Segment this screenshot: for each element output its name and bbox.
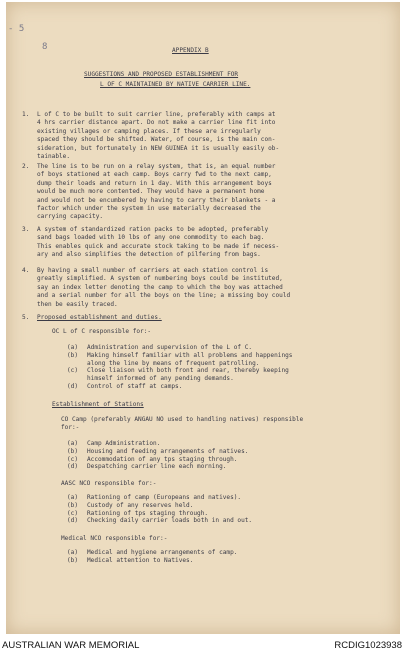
duty-text: Custody of any reserves held. — [87, 501, 194, 509]
duty-text: Despatching carrier line each morning. — [87, 463, 227, 471]
paragraph-line: spaced they should be shifted. Water, of course, is the main con- — [37, 136, 276, 144]
duty-text: Rationing of camp (Europeans and natives). — [87, 494, 242, 501]
duty-text: Close liaison with both front and rear, thereby keeping — [87, 367, 289, 375]
co-camp-heading: CO Camp (preferably ANGAU NO used to handling natives) responsible — [61, 416, 304, 423]
paragraph-line: then be easily traced. — [37, 300, 118, 308]
duty-text: Camp Administration. — [87, 440, 161, 447]
duty-letter: (a) — [67, 549, 79, 556]
footer-source: AUSTRALIAN WAR MEMORIAL — [2, 640, 140, 651]
paragraph-line: sand bags loaded with 10 lbs of any one commodity to each bag. — [37, 234, 265, 242]
paragraph-line: 4 hrs carrier distance apart. Do not make a carrier line fit into — [37, 119, 276, 127]
paragraph-line: A system of standardized ration packs to be adopted, preferably — [37, 226, 269, 233]
paragraph-line: ary and also simplifies the detection of pilfering from bags. — [37, 251, 261, 259]
duty-letter: (b) — [67, 557, 79, 565]
corner-mark-2: 8 — [42, 42, 48, 52]
duty-letter: (c) — [67, 509, 79, 517]
footer-reference: RCDIG1023938 — [334, 640, 402, 651]
paragraph-line: This enables quick and accurate stock taking to be made if necess- — [37, 242, 280, 250]
duty-letter: (b) — [67, 447, 79, 455]
paragraph-number: 3. — [22, 226, 30, 233]
paragraph-line: tainable. — [37, 153, 71, 160]
duty-letter: (c) — [67, 455, 79, 463]
duty-letter: (d) — [67, 382, 79, 390]
paragraph-line: of boys stationed at each camp. Boys carry fwd to the next camp, — [37, 171, 272, 179]
duty-text: Administration and supervision of the L of C. — [87, 344, 253, 351]
paragraph-line: sideration, but fortunately in NEW GUINEA it is usually easily ob- — [37, 144, 280, 152]
corner-mark: - 5 — [8, 24, 25, 34]
duty-text: along the line by means of frequent patrolling. — [87, 359, 260, 367]
paragraph-line: say an index letter denoting the camp to which the boy was attached — [37, 283, 283, 291]
paragraph-line: By having a small number of carriers at each station control is — [37, 267, 269, 274]
aasc-heading: AASC NCO responsible for:- — [61, 480, 157, 487]
duty-letter: (d) — [67, 517, 79, 525]
paragraph-line: dump their loads and return in 1 day. With this arrangement boys — [37, 179, 272, 187]
document-subtitle-2: L OF C MAINTAINED BY NATIVE CARRIER LINE. — [100, 81, 251, 88]
paragraph-number: 4. — [22, 267, 30, 274]
duty-text: Making himself familiar with all problems and happenings — [87, 352, 293, 360]
duty-letter: (b) — [67, 501, 79, 509]
duty-letter: (a) — [67, 440, 79, 447]
duty-letter: (d) — [67, 463, 79, 471]
appendix-title: APPENDIX B — [172, 47, 209, 54]
oc-heading: OC L of C responsible for:- — [52, 328, 152, 335]
archive-footer — [0, 636, 406, 654]
duty-text: Medical and hygiene arrangements of camp. — [87, 549, 238, 556]
duty-text: Accommodation of any tps staging through. — [87, 455, 238, 463]
duty-letter: (a) — [67, 344, 79, 351]
document-subtitle-1: SUGGESTIONS AND PROPOSED ESTABLISHMENT FOR — [84, 71, 239, 78]
duty-letter: (a) — [67, 494, 79, 501]
paragraph-number: 2. — [22, 163, 30, 170]
duty-text: Housing and feeding arrangements of natives. — [87, 447, 249, 455]
paragraph-number: 1. — [22, 111, 30, 118]
duty-text: Rationing of tps staging through. — [87, 509, 209, 517]
section-number: 5. — [22, 314, 30, 321]
paragraph-line: existing villages or camping places. If these are irregularly — [37, 127, 261, 135]
duty-letter: (c) — [67, 367, 79, 375]
duty-text: Control of staff at camps. — [87, 382, 183, 390]
paragraph-line: carrying capacity. — [37, 213, 104, 221]
paragraph-line: The line is to be run on a relay system, that is, an equal number — [37, 163, 276, 170]
paragraph-line: greatly simplified. A system of numbering boys could be instituted, — [37, 275, 283, 283]
duty-text: Checking daily carrier loads both in and out. — [87, 517, 253, 525]
co-camp-heading: for:- — [61, 424, 80, 432]
medical-heading: Medical NCO responsible for:- — [61, 535, 168, 542]
paragraph-line: and a serial number for all the boys on the line; a missing boy could — [37, 292, 291, 300]
stations-heading: Establishment of Stations — [52, 401, 144, 408]
section-heading: Proposed establishment and duties. — [37, 314, 162, 321]
paragraph-line: and would not be encumbered by having to carry their blankets - a — [37, 196, 276, 204]
paragraph-line: would be much more contented. They would have a permanent home — [37, 188, 265, 196]
duty-text: himself informed of any pending demands. — [87, 375, 234, 382]
duty-text: Medical attention to Natives. — [87, 557, 194, 565]
paragraph-line: factor which under the system in use materially decreased the — [37, 205, 261, 212]
paragraph-line: L of C to be built to suit carrier line, preferably with camps at — [37, 111, 276, 118]
document-page — [6, 2, 400, 634]
duty-letter: (b) — [67, 352, 79, 360]
